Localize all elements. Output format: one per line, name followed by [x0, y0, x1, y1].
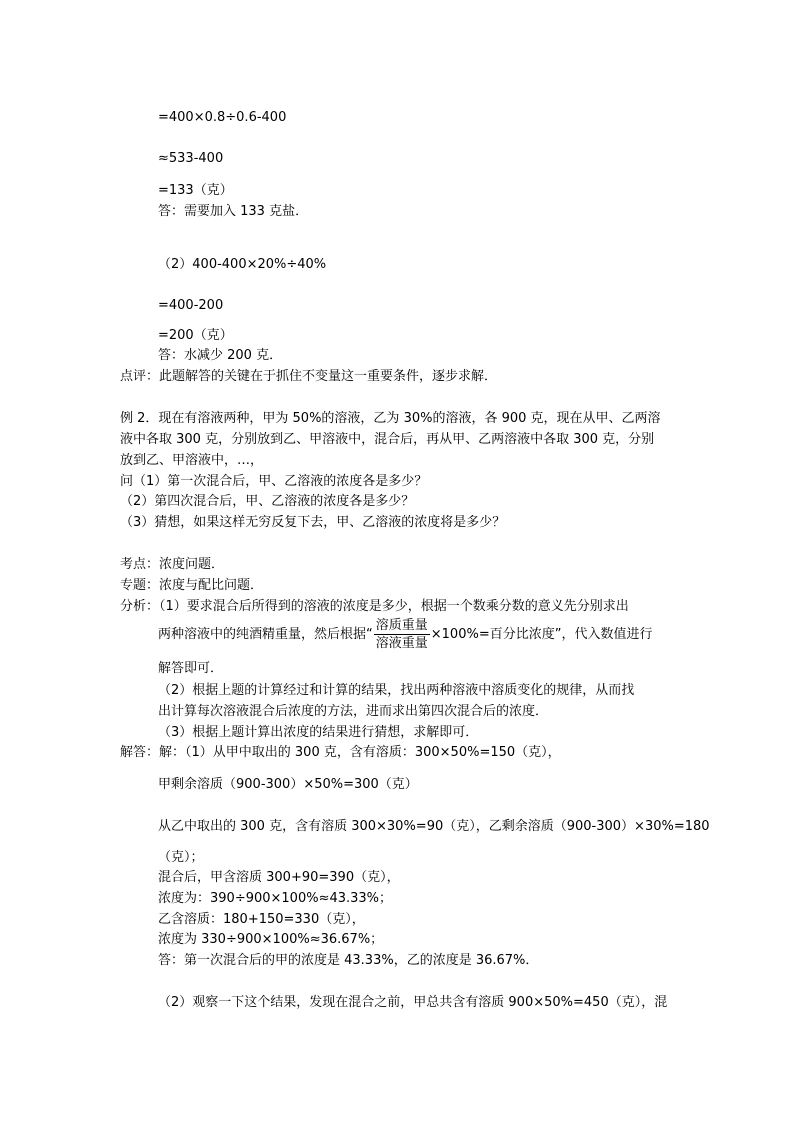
formula-text-after: ×100%=百分比浓度”，代入数值进行	[430, 627, 653, 642]
calc-line: =400-200	[158, 298, 224, 313]
question-line: （2）第四次混合后，甲、乙溶液的浓度各是多少？	[120, 494, 415, 509]
fraction-numerator: 溶质重量	[375, 618, 428, 633]
answer-line: 答：需要加入 133 克盐．	[158, 204, 309, 219]
solution-line: 浓度为：390÷900×100%≈43.33%；	[158, 891, 393, 906]
solution-line: 乙含溶质：180+150=330（克），	[158, 912, 365, 927]
example-title: 例 2．现在有溶液两种，甲为 50%的溶液，乙为 30%的溶液，各 900 克，现在从甲、乙两溶	[120, 411, 661, 426]
question-line: 问（1）第一次混合后，甲、乙溶液的浓度各是多少？	[120, 474, 428, 489]
calc-line: =400×0.8÷0.6-400	[158, 110, 287, 125]
solution-line: 浓度为 330÷900×100%≈36.67%；	[158, 932, 384, 947]
solution-line: 从乙中取出的 300 克，含有溶质 300×30%=90（克），乙剩余溶质（900-300）×30%=180	[158, 819, 710, 834]
solution-line: 解答：解：（1）从甲中取出的 300 克，含有溶质：300×50%=150（克），	[120, 745, 561, 760]
analysis-line: 出计算每次溶液混合后浓度的方法，进而求出第四次混合后的浓度．	[158, 704, 549, 719]
analysis-formula-line	[158, 617, 652, 653]
analysis-line: 分析：（1）要求混合后所得到的溶液的浓度是多少，根据一个数乘分数的意义先分别求出	[120, 599, 629, 614]
solution-line: （2）观察一下这个结果，发现在混合之前，甲总共含有溶质 900×50%=450（克），混	[158, 995, 668, 1010]
calc-line: =200（克）	[158, 328, 233, 343]
calc-line: （2）400-400×20%÷40%	[158, 257, 327, 272]
analysis-line: （3）根据上题计算出浓度的结果进行猜想，求解即可．	[158, 725, 479, 740]
zhuanti-line: 专题：浓度与配比问题．	[120, 578, 264, 593]
kaodian-line: 考点：浓度问题．	[120, 557, 225, 572]
question-line: （3）猜想，如果这样无穷反复下去，甲、乙溶液的浓度将是多少？	[120, 515, 506, 530]
fraction	[374, 617, 430, 652]
paragraph-line: 液中各取 300 克，分别放到乙、甲溶液中，混合后，再从甲、乙两溶液中各取 300 克，分别	[120, 432, 655, 447]
formula-text-before: 两种溶液中的纯酒精重量，然后根据“	[158, 627, 373, 642]
analysis-line: （2）根据上题的计算经过和计算的结果，找出两种溶液中溶质变化的规律，从而找	[158, 683, 635, 698]
solution-line: （克）；	[158, 850, 204, 865]
calc-line: =133（克）	[158, 183, 233, 198]
analysis-line: 解答即可．	[158, 661, 224, 676]
solution-line: 混合后，甲含溶质 300+90=390（克），	[158, 870, 400, 885]
answer-line: 答：水减少 200 克．	[158, 348, 283, 363]
calc-line: ≈533-400	[158, 151, 224, 166]
answer-line: 答：第一次混合后的甲的浓度是 43.33%，乙的浓度是 36.67%．	[158, 953, 539, 968]
solution-line: 甲剩余溶质（900-300）×50%=300（克）	[158, 777, 418, 792]
fraction-denominator: 溶液重量	[375, 636, 428, 651]
comment-line: 点评：此题解答的关键在于抓住不变量这一重要条件，逐步求解．	[120, 369, 498, 384]
paragraph-line: 放到乙、甲溶液中，…，	[120, 453, 264, 468]
